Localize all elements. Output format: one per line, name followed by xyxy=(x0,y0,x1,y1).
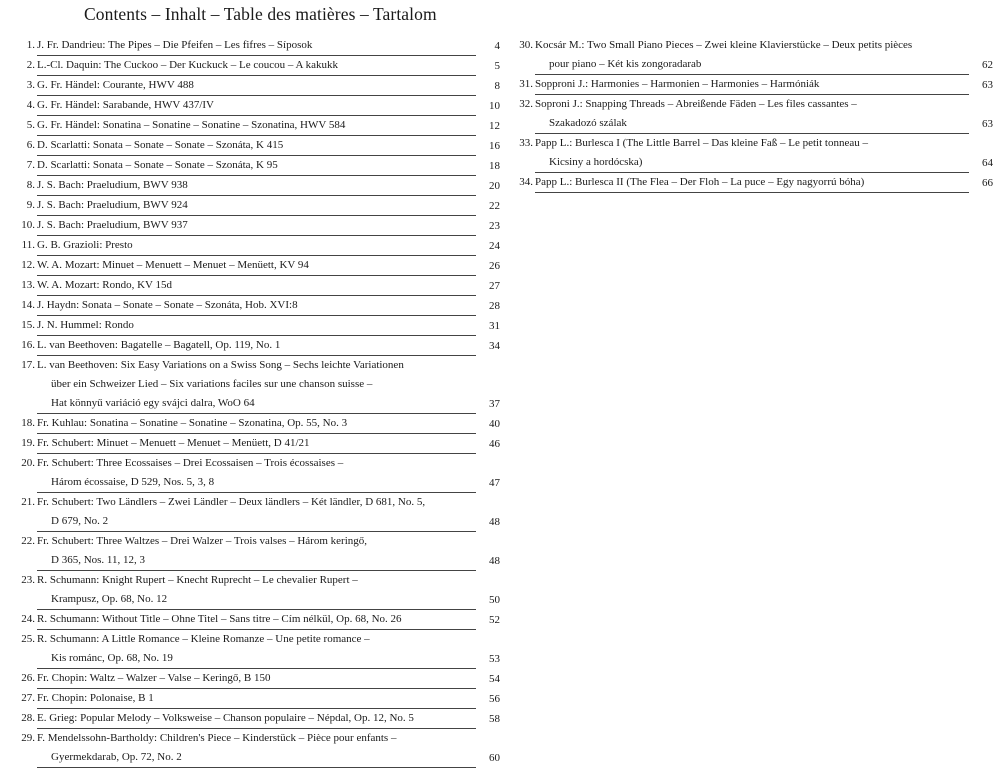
entry-number: 3. xyxy=(26,79,35,91)
entry-number: 10. xyxy=(21,219,35,231)
entry-title-line: R. Schumann: Knight Rupert – Knecht Ruprecht – Le chevalier Rupert – xyxy=(37,574,358,586)
entry-page-number: 52 xyxy=(489,614,500,626)
entry-number: 2. xyxy=(26,59,35,71)
entry-number: 26. xyxy=(21,672,35,684)
entry-title-line: D. Scarlatti: Sonata – Sonate – Sonate – Szonáta, K 95 xyxy=(37,156,476,176)
entry-page-number: 12 xyxy=(489,120,500,132)
entry-number: 12. xyxy=(21,259,35,271)
entry-page-number: 20 xyxy=(489,180,500,192)
entry-page-number: 54 xyxy=(489,673,500,685)
entry-title-line: G. Fr. Händel: Sarabande, HWV 437/IV xyxy=(37,96,476,116)
toc-entry[interactable] xyxy=(10,236,500,256)
entry-page-number: 40 xyxy=(489,418,500,430)
entry-number: 22. xyxy=(21,535,35,547)
entry-number: 20. xyxy=(21,457,35,469)
entry-number: 16. xyxy=(21,339,35,351)
entry-title-line: Szakadozó szálak xyxy=(535,114,969,134)
entry-number: 15. xyxy=(21,319,35,331)
entry-title-line: Hat könnyű variáció egy svájci dalra, WoO 64 xyxy=(37,394,476,414)
entry-title-line: L. van Beethoven: Bagatelle – Bagatell, Op. 119, No. 1 xyxy=(37,336,476,356)
entry-page-number: 18 xyxy=(489,160,500,172)
entry-title-line: Fr. Kuhlau: Sonatina – Sonatine – Sonatine – Szonatina, Op. 55, No. 3 xyxy=(37,414,476,434)
entry-title-line: Kocsár M.: Two Small Piano Pieces – Zwei kleine Klavierstücke – Deux petits pièces xyxy=(535,39,913,51)
entry-title-line: Három écossaise, D 529, Nos. 5, 3, 8 xyxy=(37,473,476,493)
toc-entry[interactable] xyxy=(10,216,500,236)
entry-page-number: 24 xyxy=(489,240,500,252)
entry-title-line: Fr. Schubert: Three Waltzes – Drei Walzer – Trois valses – Három keringő, xyxy=(37,535,367,547)
toc-entry[interactable] xyxy=(10,156,500,176)
entry-title-line: Kis románc, Op. 68, No. 19 xyxy=(37,649,476,669)
entry-number: 32. xyxy=(519,98,533,110)
entry-page-number: 22 xyxy=(489,200,500,212)
entry-page-number: 63 xyxy=(982,79,993,91)
entry-number: 9. xyxy=(26,199,35,211)
toc-entry[interactable] xyxy=(10,176,500,196)
entry-page-number: 50 xyxy=(489,594,500,606)
entry-title-line: J. S. Bach: Praeludium, BWV 938 xyxy=(37,176,476,196)
toc-entry[interactable] xyxy=(10,276,500,296)
entry-title-line: D. Scarlatti: Sonata – Sonate – Sonate – Szonáta, K 415 xyxy=(37,136,476,156)
toc-entry[interactable] xyxy=(508,173,993,193)
entry-number: 29. xyxy=(21,732,35,744)
entry-title-line: J. Haydn: Sonata – Sonate – Sonate – Szonáta, Hob. XVI:8 xyxy=(37,296,476,316)
entry-number: 13. xyxy=(21,279,35,291)
entry-title-line: L.-Cl. Daquin: The Cuckoo – Der Kuckuck – Le coucou – A kakukk xyxy=(37,56,476,76)
toc-entry[interactable] xyxy=(10,729,500,768)
entry-number: 8. xyxy=(26,179,35,191)
entry-number: 21. xyxy=(21,496,35,508)
entry-title-line: J. N. Hummel: Rondo xyxy=(37,316,476,336)
toc-entry[interactable] xyxy=(10,36,500,56)
entry-title-line: Papp L.: Burlesca I (The Little Barrel – Das kleine Faß – Le petit tonneau – xyxy=(535,137,868,149)
entry-number: 28. xyxy=(21,712,35,724)
toc-entry[interactable] xyxy=(10,336,500,356)
entry-title-line: G. Fr. Händel: Sonatina – Sonatine – Sonatine – Szonatina, HWV 584 xyxy=(37,116,476,136)
toc-entry[interactable] xyxy=(508,134,993,173)
toc-entry[interactable] xyxy=(10,610,500,630)
toc-entry[interactable] xyxy=(10,56,500,76)
entry-title-line: Fr. Schubert: Three Ecossaises – Drei Ecossaisen – Trois écossaises – xyxy=(37,457,344,469)
entry-number: 19. xyxy=(21,437,35,449)
toc-entry[interactable] xyxy=(10,709,500,729)
entry-title-line: Papp L.: Burlesca II (The Flea – Der Floh – La puce – Egy nagyorrú bóha) xyxy=(535,173,969,193)
toc-entry[interactable] xyxy=(10,414,500,434)
entry-page-number: 48 xyxy=(489,555,500,567)
entry-title-line: J. S. Bach: Praeludium, BWV 937 xyxy=(37,216,476,236)
toc-entry[interactable] xyxy=(10,493,500,532)
entry-page-number: 66 xyxy=(982,177,993,189)
toc-entry[interactable] xyxy=(10,316,500,336)
toc-entry[interactable] xyxy=(10,689,500,709)
entry-number: 18. xyxy=(21,417,35,429)
entry-page-number: 4 xyxy=(494,40,500,52)
entry-title-line: G. B. Grazioli: Presto xyxy=(37,236,476,256)
toc-entry[interactable] xyxy=(10,96,500,116)
entry-page-number: 27 xyxy=(489,280,500,292)
entry-title-line: Soproni J.: Snapping Threads – Abreißende Fäden – Les files cassantes – xyxy=(535,98,857,110)
entry-title-line: L. van Beethoven: Six Easy Variations on a Swiss Song – Sechs leichte Variationen xyxy=(37,359,404,371)
toc-entry[interactable] xyxy=(10,256,500,276)
entry-number: 11. xyxy=(21,239,35,251)
entry-page-number: 47 xyxy=(489,477,500,489)
toc-entry[interactable] xyxy=(508,95,993,134)
entry-page-number: 62 xyxy=(982,59,993,71)
entry-title-line: J. S. Bach: Praeludium, BWV 924 xyxy=(37,196,476,216)
entry-page-number: 60 xyxy=(489,752,500,764)
toc-entry[interactable] xyxy=(508,75,993,95)
toc-entry[interactable] xyxy=(10,571,500,610)
contents-column-left xyxy=(10,36,500,768)
entry-title-line: E. Grieg: Popular Melody – Volksweise – Chanson populaire – Népdal, Op. 12, No. 5 xyxy=(37,709,476,729)
entry-title-line: über ein Schweizer Lied – Six variations faciles sur une chanson suisse – xyxy=(51,378,373,390)
entry-title-line: D 679, No. 2 xyxy=(37,512,476,532)
entry-title-line: Sopproni J.: Harmonies – Harmonien – Harmonies – Harmóniák xyxy=(535,75,969,95)
entry-number: 27. xyxy=(21,692,35,704)
entry-title-line: J. Fr. Dandrieu: The Pipes – Die Pfeifen – Les fifres – Síposok xyxy=(37,36,476,56)
entry-number: 33. xyxy=(519,137,533,149)
entry-page-number: 34 xyxy=(489,340,500,352)
toc-entry[interactable] xyxy=(10,669,500,689)
entry-number: 34. xyxy=(519,176,533,188)
entry-page-number: 46 xyxy=(489,438,500,450)
entry-number: 25. xyxy=(21,633,35,645)
entry-number: 24. xyxy=(21,613,35,625)
toc-entry[interactable] xyxy=(10,76,500,96)
entry-title-line: G. Fr. Händel: Courante, HWV 488 xyxy=(37,76,476,96)
entry-title-line: W. A. Mozart: Minuet – Menuett – Menuet – Menüett, KV 94 xyxy=(37,256,476,276)
contents-column-right xyxy=(508,36,993,193)
entry-page-number: 26 xyxy=(489,260,500,272)
entry-number: 30. xyxy=(519,39,533,51)
entry-title-line: pour piano – Két kis zongoradarab xyxy=(535,55,969,75)
entry-title-line: R. Schumann: A Little Romance – Kleine Romanze – Une petite romance – xyxy=(37,633,370,645)
entry-page-number: 48 xyxy=(489,516,500,528)
entry-title-line: Fr. Chopin: Waltz – Walzer – Valse – Keringő, B 150 xyxy=(37,669,476,689)
entry-number: 4. xyxy=(26,99,35,111)
entry-title-line: F. Mendelssohn-Bartholdy: Children's Piece – Kinderstück – Pièce pour enfants – xyxy=(37,732,397,744)
entry-title-line: D 365, Nos. 11, 12, 3 xyxy=(37,551,476,571)
entry-title-line: Fr. Schubert: Two Ländlers – Zwei Ländler – Deux ländlers – Két ländler, D 681, No. 5, xyxy=(37,496,426,508)
toc-entry[interactable] xyxy=(10,356,500,414)
entry-number: 6. xyxy=(26,139,35,151)
entry-number: 1. xyxy=(26,39,35,51)
entry-title-line: R. Schumann: Without Title – Ohne Titel – Sans titre – Cím nélkül, Op. 68, No. 26 xyxy=(37,610,476,630)
entry-page-number: 10 xyxy=(489,100,500,112)
toc-entry[interactable] xyxy=(508,36,993,75)
entry-page-number: 31 xyxy=(489,320,500,332)
page-title: Contents – Inhalt – Table des matières – Tartalom xyxy=(84,4,437,24)
entry-page-number: 64 xyxy=(982,157,993,169)
entry-title-line: Krampusz, Op. 68, No. 12 xyxy=(37,590,476,610)
toc-entry[interactable] xyxy=(10,454,500,493)
entry-page-number: 53 xyxy=(489,653,500,665)
toc-entry[interactable] xyxy=(10,196,500,216)
entry-title-line: Gyermekdarab, Op. 72, No. 2 xyxy=(37,748,476,768)
entry-page-number: 5 xyxy=(494,60,500,72)
toc-entry[interactable] xyxy=(10,434,500,454)
entry-number: 17. xyxy=(21,359,35,371)
entry-number: 23. xyxy=(21,574,35,586)
entry-number: 31. xyxy=(519,78,533,90)
entry-title-line: Fr. Chopin: Polonaise, B 1 xyxy=(37,689,476,709)
entry-page-number: 37 xyxy=(489,398,500,410)
entry-number: 7. xyxy=(26,159,35,171)
entry-page-number: 8 xyxy=(494,80,500,92)
entry-page-number: 63 xyxy=(982,118,993,130)
entry-title-line: W. A. Mozart: Rondo, KV 15d xyxy=(37,276,476,296)
toc-entry[interactable] xyxy=(10,116,500,136)
entry-page-number: 28 xyxy=(489,300,500,312)
entry-number: 5. xyxy=(26,119,35,131)
entry-page-number: 56 xyxy=(489,693,500,705)
entry-title-line: Fr. Schubert: Minuet – Menuett – Menuet – Menüett, D 41/21 xyxy=(37,434,476,454)
entry-title-line: Kicsiny a hordócska) xyxy=(535,153,969,173)
entry-page-number: 58 xyxy=(489,713,500,725)
entry-page-number: 23 xyxy=(489,220,500,232)
toc-entry[interactable] xyxy=(10,532,500,571)
entry-page-number: 16 xyxy=(489,140,500,152)
toc-entry[interactable] xyxy=(10,296,500,316)
entry-number: 14. xyxy=(21,299,35,311)
toc-entry[interactable] xyxy=(10,136,500,156)
